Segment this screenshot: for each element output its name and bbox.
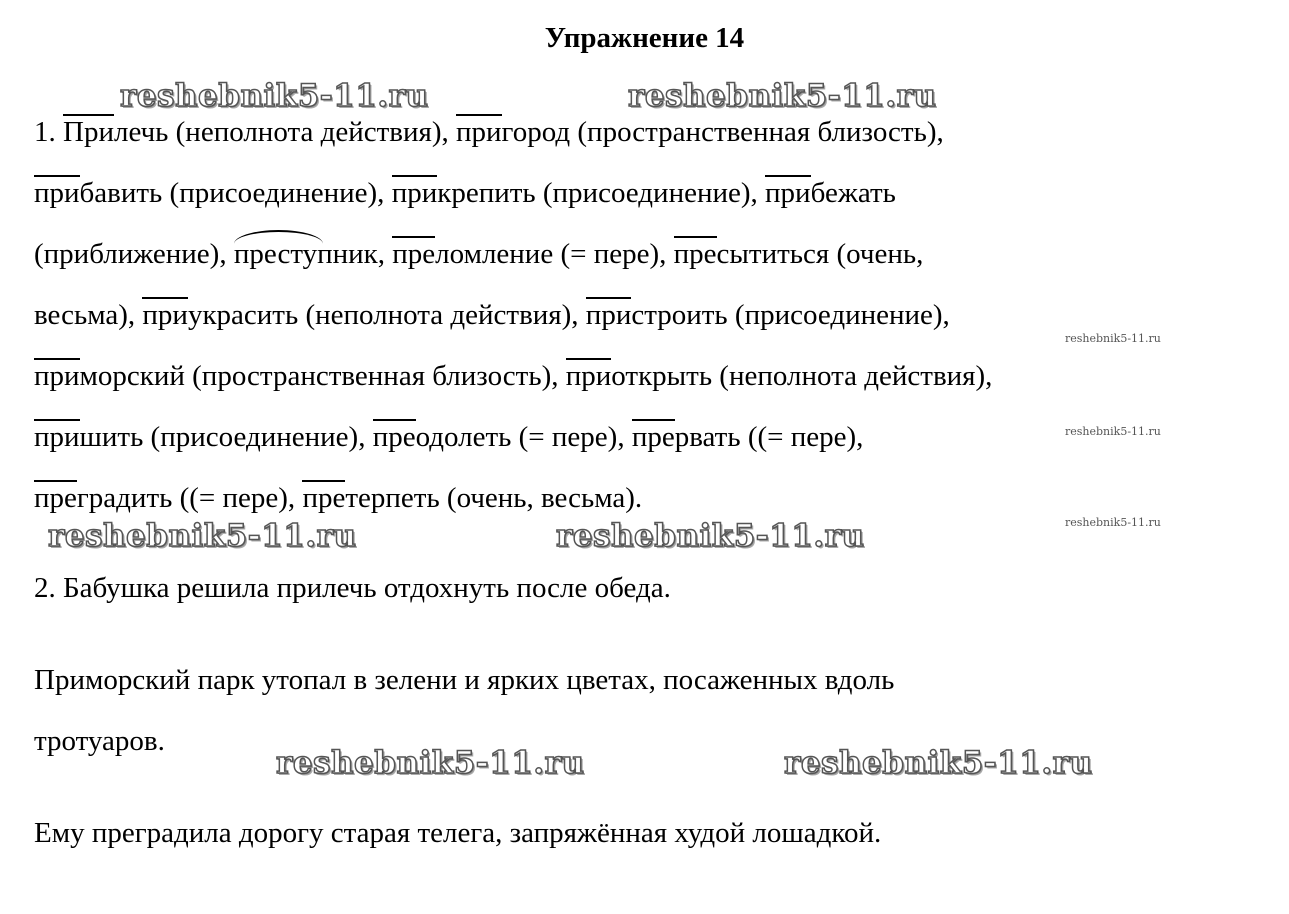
prefix-marked: пре: [673, 238, 717, 270]
sentence-2-line-2: тротуаров.: [34, 725, 165, 757]
answer-line-3: [34, 236, 923, 272]
watermark: reshebnik5-11.ru: [276, 745, 585, 781]
text-segment: (приближение),: [34, 238, 234, 270]
watermark: reshebnik5-11.ru: [48, 518, 357, 554]
answer-line-6: [34, 419, 863, 455]
word-rest: бавить (присоединение),: [79, 177, 392, 209]
prefix-marked: пре: [34, 482, 77, 514]
word-rest: бежать: [810, 177, 896, 209]
word-rest: сытиться (очень,: [716, 238, 924, 270]
word-rest: ломление (= пере),: [435, 238, 674, 270]
word-rest: город (пространственная близость),: [501, 116, 944, 148]
watermark: reshebnik5-11.ru: [120, 78, 429, 114]
word-rest: шить (присоединение),: [79, 421, 373, 453]
prefix-marked: при: [565, 360, 612, 392]
word-rest: крепить (присоединение),: [437, 177, 766, 209]
item-number: 1.: [34, 116, 63, 148]
prefix-marked: пре: [372, 421, 416, 453]
word-rest: строить (присоединение),: [631, 299, 950, 331]
prefix-marked: при: [34, 421, 80, 453]
prefix-marked: пре: [392, 238, 436, 270]
root-marked-word: преступник: [233, 238, 378, 270]
word-rest: морский (пространственная близость),: [79, 360, 566, 392]
sentence-2-line-1: Приморский парк утопал в зелени и ярких цветах, посаженных вдоль: [34, 664, 895, 696]
answer-line-7: [34, 480, 642, 516]
word-rest: градить ((= пере),: [76, 482, 303, 514]
prefix-marked: При: [63, 116, 114, 148]
answer-line-4: [34, 297, 950, 333]
prefix-marked: пре: [631, 421, 675, 453]
watermark: reshebnik5-11.ru: [784, 745, 1093, 781]
answer-line-2: [34, 175, 896, 211]
prefix-marked: пре: [302, 482, 346, 514]
watermark: reshebnik5-11.ru: [556, 518, 865, 554]
word-rest: рвать ((= пере),: [674, 421, 864, 453]
sentence-1: 2. Бабушка решила прилечь отдохнуть после обеда.: [34, 572, 671, 604]
word-rest: одолеть (= пере),: [415, 421, 632, 453]
word-rest: украсить (неполнота действия),: [187, 299, 586, 331]
prefix-marked: при: [585, 299, 632, 331]
watermark-small: reshebnik5-11.ru: [1065, 425, 1161, 438]
prefix-marked: при: [142, 299, 188, 331]
answer-line-5: [34, 358, 992, 394]
word-rest: лечь (неполнота действия),: [113, 116, 456, 148]
prefix-marked: при: [456, 116, 502, 148]
word-rest: открыть (неполнота действия),: [611, 360, 993, 392]
watermark: reshebnik5-11.ru: [628, 78, 937, 114]
sentence-3: Ему преградила дорогу старая телега, запряжённая худой лошадкой.: [34, 817, 882, 849]
watermark-small: reshebnik5-11.ru: [1065, 332, 1161, 345]
watermark-small: reshebnik5-11.ru: [1065, 516, 1161, 529]
exercise-title: Упражнение 14: [544, 22, 745, 54]
word-rest: терпеть (очень, весьма).: [345, 482, 643, 514]
prefix-marked: при: [765, 177, 811, 209]
prefix-marked: при: [391, 177, 438, 209]
text-segment: весьма),: [34, 299, 143, 331]
prefix-marked: при: [34, 360, 80, 392]
answer-line-1: [34, 114, 944, 150]
prefix-marked: при: [34, 177, 80, 209]
text-segment: ,: [377, 238, 393, 270]
